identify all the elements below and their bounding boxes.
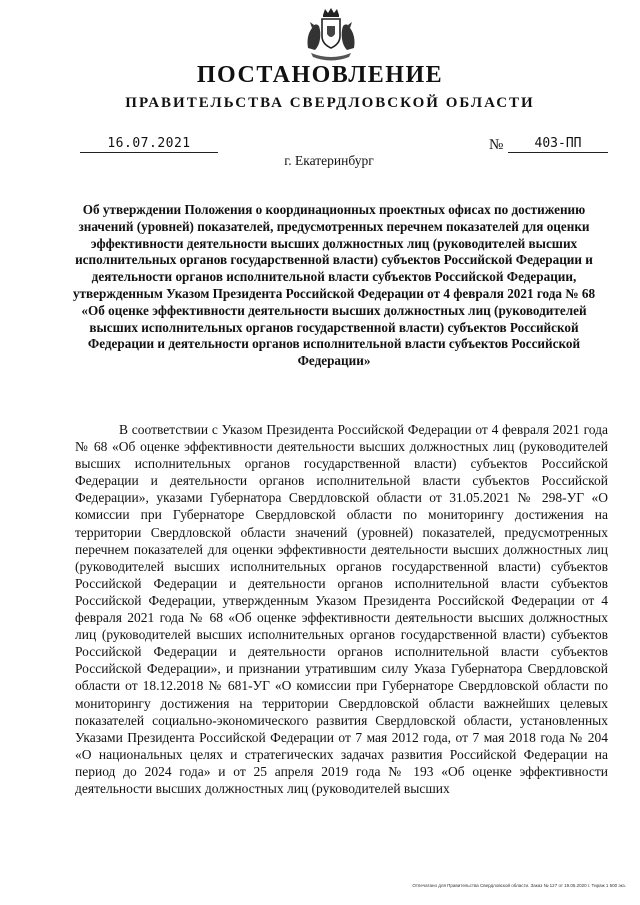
number-sign: № — [489, 137, 504, 153]
coat-of-arms-icon — [303, 6, 359, 62]
document-date: 16.07.2021 — [80, 136, 218, 153]
document-number: 403-ПП — [508, 136, 608, 153]
document-body-paragraph: В соответствии с Указом Президента Российской Федерации от 4 февраля 2021 года № 68 «Об оценке эффективности деятельности высших должностных лиц (руководителей высших исполнительных органов государственной власти) субъектов Российской Федерации и деятельности органов исполнительной власти субъектов Российской Федерации», указами Губернатора Свердловской области от 31.05.2021 № 298-УГ «О комиссии при Губернаторе Свердловской области по мониторингу достижения на территории Свердловской области значений (уровней) показателей, предусмотренных перечнем показателей для оценки эффективности деятельности высших должностных лиц (руководителей высших исполнительных органов государственной власти) субъектов Российской Федерации и деятельности органов исполнительной власти субъектов Российской Федерации, утвержденным Указом Президента Российской Федерации от 4 февраля 2021 года № 68 «Об оценке эффективности деятельности высших должностных лиц (руководителей высших исполнительных органов государственной власти) субъектов Российской Федерации и деятельности органов исполнительной власти субъектов Российской Федерации», и признании утратившим силу Указа Губернатора Свердловской области от 18.12.2018 № 681-УГ «О комиссии при Губернаторе Свердловской области по мониторингу достижения на территории Свердловской области важнейших целевых показателей социально-экономического развития Свердловской области, установленных Указами Президента Российской Федерации от 7 мая 2012 года, от 7 мая 2018 года № 204 «О национальных целях и стратегических задачах развития Российской Федерации на период до 2024 года» и от 25 апреля 2019 года № 193 «Об оценке эффективности деятельности высших должностных лиц (руководителей высших — [75, 422, 608, 796]
issuing-authority: ПРАВИТЕЛЬСТВА СВЕРДЛОВСКОЙ ОБЛАСТИ — [125, 95, 535, 111]
document-type-title: ПОСТАНОВЛЕНИЕ — [196, 62, 444, 88]
print-footer-note: Отпечатано для Правительства Свердловской области. Заказ № 127 от 19.05.2020 г. Тираж 1 500 экз. — [412, 883, 626, 888]
document-title: Об утверждении Положения о координационных проектных офисах по достижению значений (уровней) показателей, предусмотренных перечнем показателей для оценки эффективности деятельности высших должностных лиц (руководителей высших исполнительных органов государственной власти) субъектов Российской Федерации и деятельности органов исполнительной власти субъектов Российской Федерации, утвержденным Указом Президента Российской Федерации от 4 февраля 2021 года № 68 «Об оценке эффективности деятельности высших должностных лиц (руководителей высших исполнительных органов государственной власти) субъектов Российской Федерации и деятельности органов исполнительной власти субъектов Российской Федерации» — [72, 202, 596, 369]
document-city: г. Екатеринбург — [284, 153, 374, 168]
